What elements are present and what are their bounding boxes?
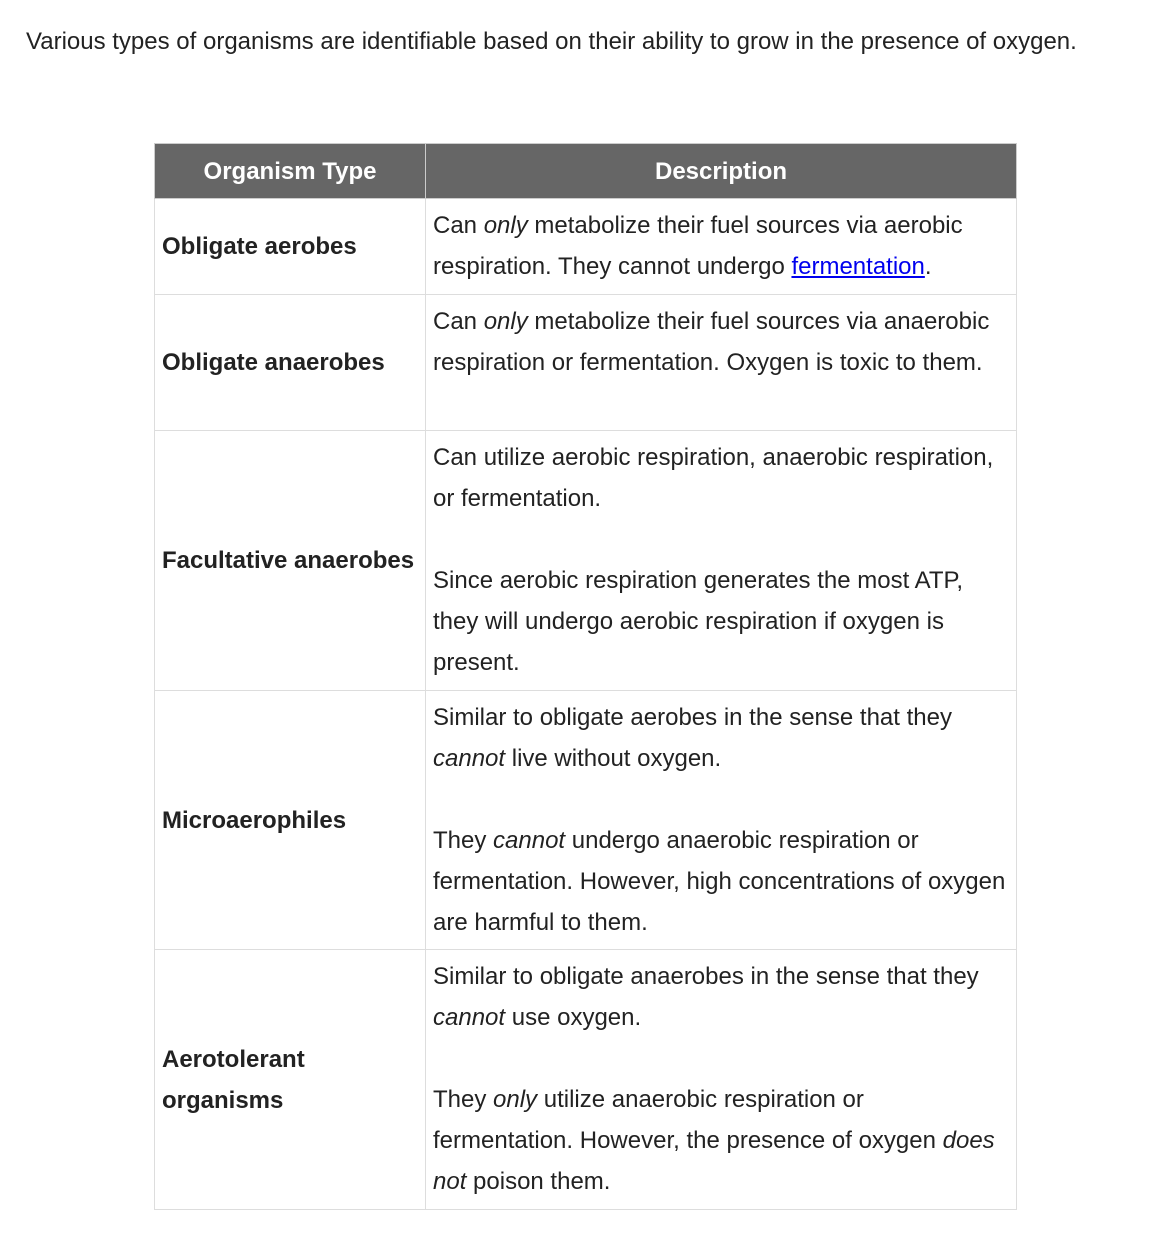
desc-paragraph: Since aerobic respiration generates the most ATP, they will undergo aerobic respiration if oxygen is present.	[433, 567, 964, 676]
description-cell	[426, 950, 1017, 1210]
header-organism-type: Organism Type	[155, 144, 426, 199]
organism-table	[154, 143, 1017, 1210]
paragraph-spacer	[433, 779, 1009, 820]
paragraph-spacer	[433, 1038, 1009, 1079]
header-description: Description	[426, 144, 1017, 199]
organism-type-cell: Obligate anaerobes	[155, 295, 426, 431]
desc-emphasis: cannot	[433, 745, 506, 772]
desc-text: .	[924, 253, 932, 280]
desc-text: Can	[433, 212, 484, 239]
desc-emphasis: cannot	[433, 1004, 506, 1031]
desc-paragraph	[433, 697, 1009, 779]
fermentation-link[interactable]: fermentation	[791, 253, 925, 280]
desc-text: utilize anaerobic respiration or fermentation. However, the presence of oxygen	[433, 1086, 943, 1154]
desc-text: live without oxygen.	[505, 745, 722, 772]
desc-emphasis: only	[483, 308, 528, 335]
table-header-row	[155, 144, 1017, 199]
organism-type-cell: Microaerophiles	[155, 691, 426, 950]
desc-paragraph	[433, 1079, 1009, 1202]
table-row-obligate-anaerobes	[155, 295, 1017, 431]
desc-emphasis: does not	[433, 1127, 995, 1195]
desc-emphasis: only	[483, 212, 528, 239]
description-cell	[426, 199, 1017, 295]
desc-paragraph	[433, 820, 1009, 943]
description-cell	[426, 691, 1017, 950]
desc-text: undergo anaerobic respiration or fermentation. However, high concentrations of oxygen are harmful to them.	[433, 827, 1006, 936]
desc-paragraph	[433, 956, 1009, 1038]
table-row-microaerophiles	[155, 691, 1017, 950]
desc-text: metabolize their fuel sources via aerobic respiration. They cannot undergo	[433, 212, 963, 280]
paragraph-spacer	[433, 519, 1009, 560]
desc-emphasis: cannot	[493, 827, 566, 854]
organism-type-cell: Facultative anaerobes	[155, 431, 426, 691]
description-cell	[426, 295, 1017, 431]
desc-text: metabolize their fuel sources via anaerobic respiration or fermentation. Oxygen is toxic to them.	[433, 308, 990, 376]
desc-text: Can	[433, 308, 484, 335]
intro-paragraph: Various types of organisms are identifiable based on their ability to grow in the presence of oxygen.	[26, 28, 1077, 55]
desc-text: Similar to obligate anaerobes in the sense that they	[433, 963, 979, 990]
desc-paragraph: Can utilize aerobic respiration, anaerobic respiration, or fermentation.	[433, 444, 994, 512]
table-row-facultative-anaerobes	[155, 431, 1017, 691]
table-row-aerotolerant-organisms	[155, 950, 1017, 1210]
organism-type-cell: Aerotolerant organisms	[155, 950, 426, 1210]
description-cell	[426, 431, 1017, 691]
desc-text: use oxygen.	[505, 1004, 642, 1031]
desc-text: They	[433, 827, 494, 854]
desc-emphasis: only	[493, 1086, 538, 1113]
desc-text: They	[433, 1086, 494, 1113]
desc-text: poison them.	[466, 1168, 611, 1195]
organism-type-cell: Obligate aerobes	[155, 199, 426, 295]
table-row-obligate-aerobes	[155, 199, 1017, 295]
desc-text: Similar to obligate aerobes in the sense that they	[433, 704, 952, 731]
